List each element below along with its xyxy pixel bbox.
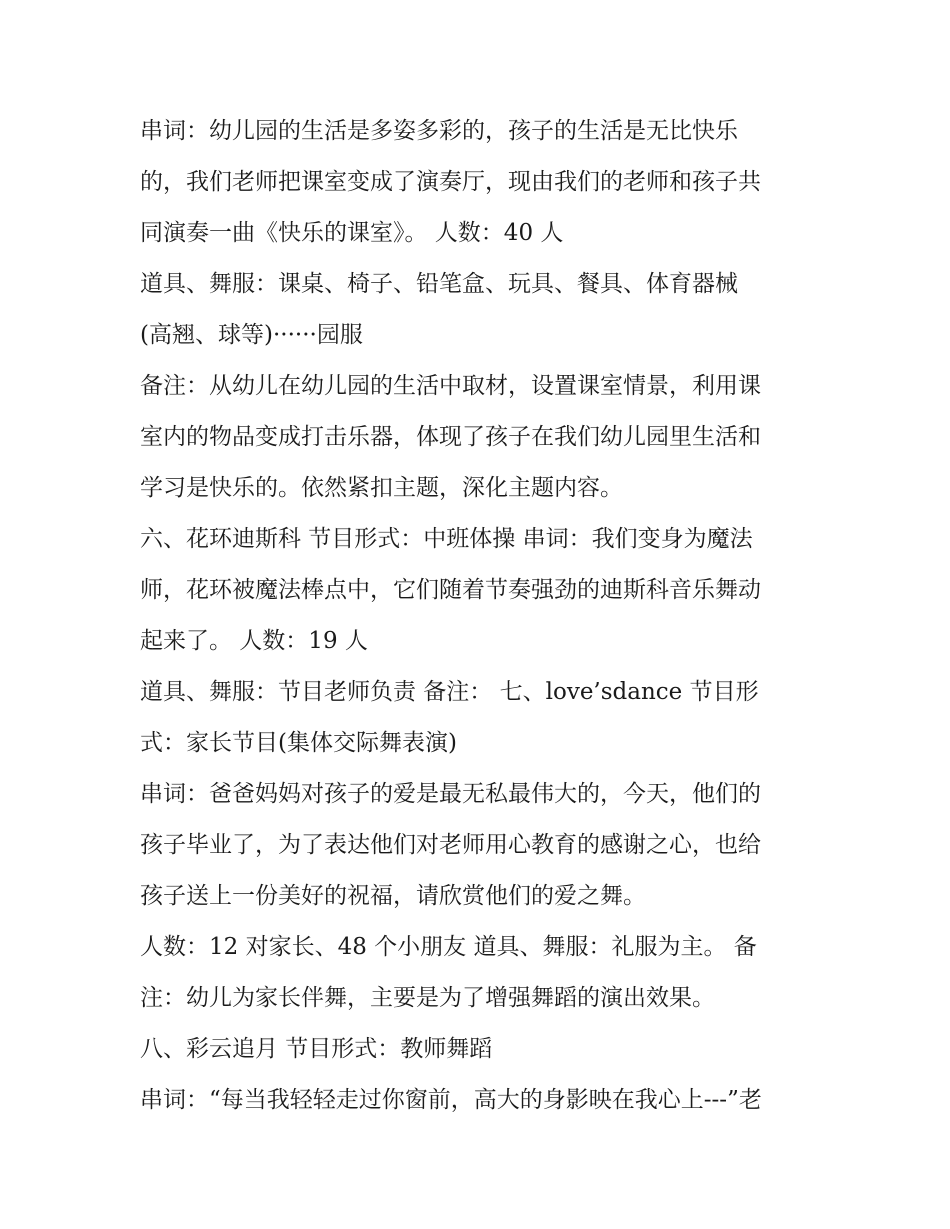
text-line: 备注：从幼儿在幼儿园的生活中取材，设置课室情景，利用课 xyxy=(140,373,761,399)
text-line: 孩子毕业了，为了表达他们对老师用心教育的感谢之心，也给 xyxy=(140,832,761,858)
text-line: 起来了。 人数：19 人 xyxy=(140,628,368,654)
text-line: 八、彩云追月 节目形式：教师舞蹈 xyxy=(140,1036,493,1062)
text-line: 的，我们老师把课室变成了演奏厅，现由我们的老师和孩子共 xyxy=(140,169,761,195)
text-line: 串词：“每当我轻轻走过你窗前，高大的身影映在我心上---”老 xyxy=(140,1087,762,1113)
document-body xyxy=(140,106,830,1126)
text-line: 孩子送上一份美好的祝福，请欣赏他们的爱之舞。 xyxy=(140,883,646,909)
text-line: 人数：12 对家长、48 个小朋友 道具、舞服：礼服为主。 备 xyxy=(140,934,757,960)
text-line: 道具、舞服：课桌、椅子、铅笔盒、玩具、餐具、体育器械 xyxy=(140,271,738,297)
text-line: 道具、舞服：节目老师负责 备注： 七、love’sdance 节目形 xyxy=(140,679,759,705)
text-line: 串词：幼儿园的生活是多姿多彩的，孩子的生活是无比快乐 xyxy=(140,118,738,144)
text-line: 式：家长节目(集体交际舞表演) xyxy=(140,730,457,756)
text-line: 同演奏一曲《快乐的课室》。 人数：40 人 xyxy=(140,220,564,246)
text-line: 师，花环被魔法棒点中，它们随着节奏强劲的迪斯科音乐舞动 xyxy=(140,577,761,603)
text-line: 六、花环迪斯科 节目形式：中班体操 串词：我们变身为魔法 xyxy=(140,526,753,552)
text-line: 室内的物品变成打击乐器，体现了孩子在我们幼儿园里生活和 xyxy=(140,424,761,450)
text-line: 学习是快乐的。依然紧扣主题，深化主题内容。 xyxy=(140,475,623,501)
text-line: (高翘、球等)······园服 xyxy=(140,322,363,348)
text-line: 串词：爸爸妈妈对孩子的爱是最无私最伟大的，今天，他们的 xyxy=(140,781,761,807)
text-line: 注：幼儿为家长伴舞，主要是为了增强舞蹈的演出效果。 xyxy=(140,985,715,1011)
